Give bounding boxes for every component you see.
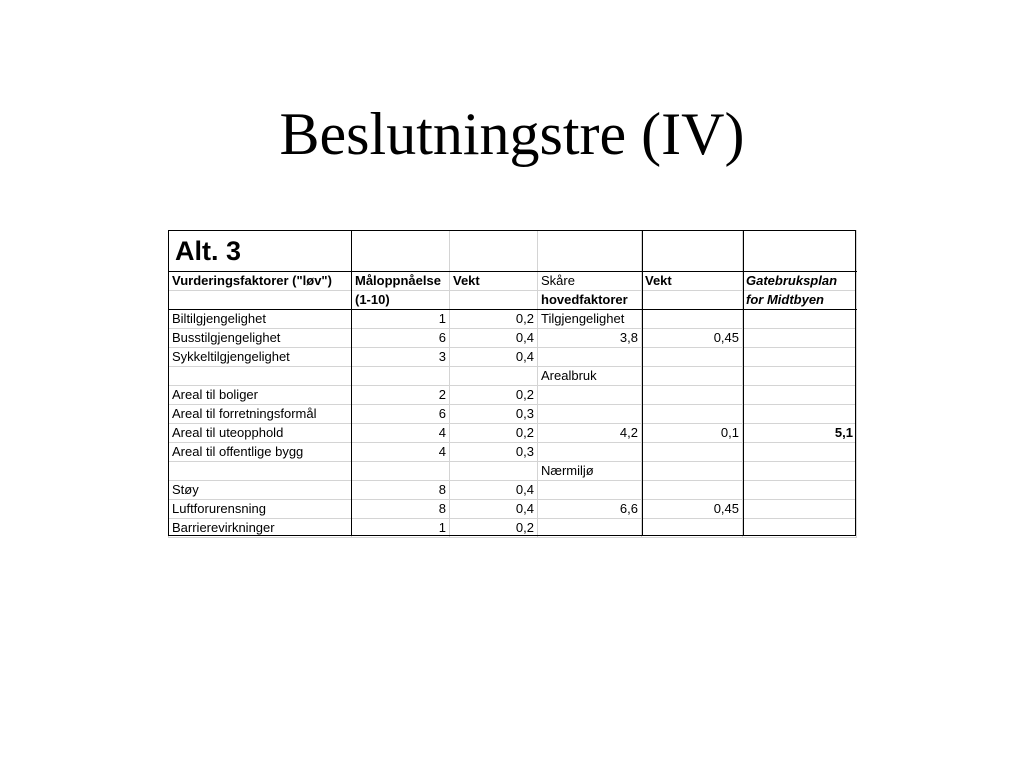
score-cell: 3 (352, 348, 450, 367)
weight-cell: 0,4 (450, 481, 538, 500)
main-factor-cell (538, 519, 642, 538)
table-row (169, 367, 857, 386)
main-factor-cell (538, 443, 642, 462)
score-cell (352, 367, 450, 386)
weight-cell: 0,2 (450, 519, 538, 538)
header-cell (450, 291, 538, 310)
factor-cell: Biltilgjengelighet (169, 310, 352, 329)
weight-cell: 0,2 (450, 424, 538, 443)
slide-title: Beslutningstre (IV) (279, 101, 745, 167)
main-factor-cell (538, 405, 642, 424)
table-row (169, 443, 857, 462)
main-factor-cell (538, 348, 642, 367)
header-cell: Vurderingsfaktorer ("løv") (169, 272, 352, 291)
total-cell (743, 348, 857, 367)
total-cell (743, 310, 857, 329)
header-cell: Måloppnåelse (352, 272, 450, 291)
main-weight-cell (642, 367, 743, 386)
score-cell: 4 (352, 443, 450, 462)
table-row (169, 310, 857, 329)
header-cell: hovedfaktorer (538, 291, 642, 310)
score-cell: 8 (352, 481, 450, 500)
main-factor-cell (538, 481, 642, 500)
weight-cell (450, 462, 538, 481)
table-row (169, 500, 857, 519)
header-cell: (1-10) (352, 291, 450, 310)
total-cell (743, 481, 857, 500)
main-weight-cell (642, 348, 743, 367)
main-weight-cell (642, 519, 743, 538)
score-cell: 6 (352, 405, 450, 424)
header-cell: Skåre (538, 272, 642, 291)
total-cell (743, 405, 857, 424)
factor-cell: Barrierevirkninger (169, 519, 352, 538)
table-row (169, 386, 857, 405)
weight-cell: 0,2 (450, 386, 538, 405)
weight-cell: 0,2 (450, 310, 538, 329)
main-weight-cell (642, 443, 743, 462)
weight-cell: 0,4 (450, 500, 538, 519)
factor-cell: Areal til offentlige bygg (169, 443, 352, 462)
weight-cell: 0,3 (450, 405, 538, 424)
header-row-2 (169, 291, 857, 310)
main-weight-cell: 0,45 (642, 500, 743, 519)
header-cell: Gatebruksplan (743, 272, 857, 291)
factor-cell (169, 367, 352, 386)
score-cell: 4 (352, 424, 450, 443)
weight-cell (450, 367, 538, 386)
score-cell (352, 462, 450, 481)
main-weight-cell: 0,1 (642, 424, 743, 443)
factor-cell: Areal til uteopphold (169, 424, 352, 443)
total-cell (743, 386, 857, 405)
header-cell (642, 291, 743, 310)
score-cell: 1 (352, 310, 450, 329)
factor-cell: Areal til forretningsformål (169, 405, 352, 424)
weight-cell: 0,3 (450, 443, 538, 462)
table-row (169, 405, 857, 424)
total-cell (743, 519, 857, 538)
factor-cell: Støy (169, 481, 352, 500)
main-factor-cell (538, 386, 642, 405)
score-cell: 2 (352, 386, 450, 405)
header-cell: for Midtbyen (743, 291, 857, 310)
total-cell (743, 443, 857, 462)
total-cell (743, 462, 857, 481)
grand-total-cell: 5,1 (743, 424, 857, 443)
factor-cell: Luftforurensning (169, 500, 352, 519)
weight-cell: 0,4 (450, 329, 538, 348)
score-cell: 1 (352, 519, 450, 538)
header-cell: Vekt (642, 272, 743, 291)
table-title-row (169, 231, 857, 272)
main-factor-cell: Tilgjengelighet (538, 310, 642, 329)
main-factor-cell: 3,8 (538, 329, 642, 348)
factor-cell: Busstilgjengelighet (169, 329, 352, 348)
score-cell: 6 (352, 329, 450, 348)
table-row (169, 348, 857, 367)
main-weight-cell (642, 481, 743, 500)
weight-cell: 0,4 (450, 348, 538, 367)
main-weight-cell (642, 405, 743, 424)
main-factor-cell: 4,2 (538, 424, 642, 443)
factor-cell: Sykkeltilgjengelighet (169, 348, 352, 367)
table-row (169, 519, 857, 538)
total-cell (743, 329, 857, 348)
total-cell (743, 500, 857, 519)
header-row (169, 272, 857, 291)
alt-title: Alt. 3 (169, 231, 352, 272)
main-weight-cell (642, 462, 743, 481)
main-weight-cell: 0,45 (642, 329, 743, 348)
header-cell (169, 291, 352, 310)
table-row (169, 329, 857, 348)
table-row (169, 462, 857, 481)
main-weight-cell (642, 310, 743, 329)
header-cell: Vekt (450, 272, 538, 291)
main-factor-cell: 6,6 (538, 500, 642, 519)
main-factor-cell: Nærmiljø (538, 462, 642, 481)
main-factor-cell: Arealbruk (538, 367, 642, 386)
total-cell (743, 367, 857, 386)
factor-cell (169, 462, 352, 481)
score-cell: 8 (352, 500, 450, 519)
table-row (169, 481, 857, 500)
main-weight-cell (642, 386, 743, 405)
evaluation-table (168, 230, 857, 538)
table-row (169, 424, 857, 443)
factor-cell: Areal til boliger (169, 386, 352, 405)
